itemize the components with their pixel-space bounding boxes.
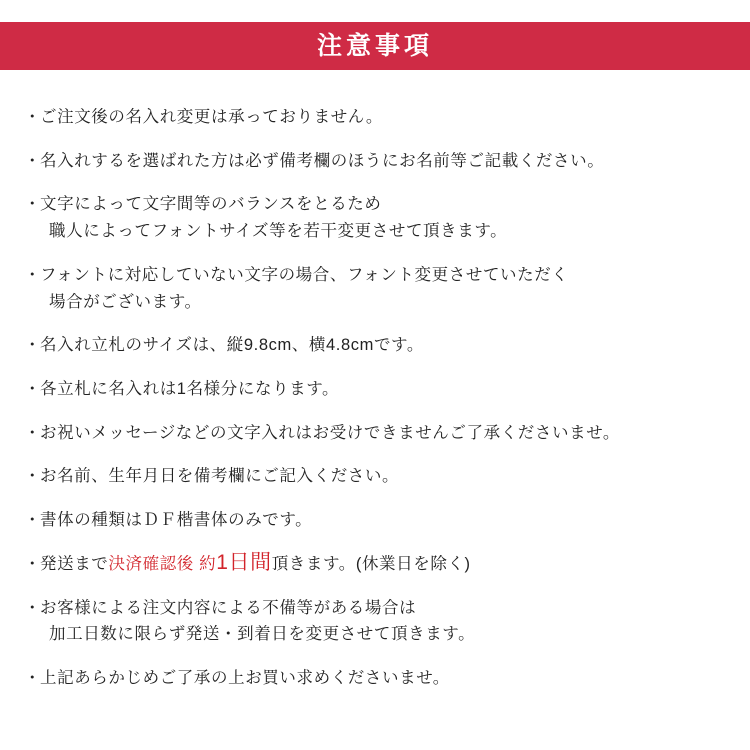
notice-line [40,621,728,648]
notice-line [40,595,728,622]
notice-item [24,262,728,315]
notice-item [24,507,728,534]
bullet-icon: ・ [24,265,42,284]
notice-item [24,332,728,359]
bullet-icon: ・ [24,380,42,399]
page-title: 注意事項 [316,31,433,60]
notice-line [40,104,728,131]
bullet-icon: ・ [24,336,42,355]
notice-item-text [40,463,728,490]
notice-text-segment: 職人によってフォントサイズ等を若干変更させて頂きます。 [49,222,508,241]
notice-item-text [40,148,728,175]
notice-line [40,507,728,534]
notice-item-text [40,420,728,447]
notice-item-text [40,665,728,692]
bullet-icon: ・ [24,669,42,688]
notice-line [40,551,728,578]
notice-line [40,218,728,245]
notice-text-segment: 頂きます。(休業日を除く) [271,554,471,573]
notice-header-band [0,22,750,70]
notice-item-text [40,595,728,648]
notice-text-segment: 加工日数に限らず発送・到着日を変更させて頂きます。 [49,625,476,644]
notice-line [40,148,728,175]
notice-text-segment: 上記あらかじめご了承の上お買い求めくださいませ。 [40,669,450,688]
notice-text-segment: フォントに対応していない文字の場合、フォント変更させていただく [40,265,569,284]
notice-item [24,191,728,244]
notice-item [24,148,728,175]
notice-item-text [40,191,728,244]
notice-line [40,463,728,490]
bullet-icon: ・ [24,195,42,214]
notice-text-segment: 文字によって文字間等のバランスをとるため [40,195,382,214]
notice-line [40,191,728,218]
notice-item-text [40,332,728,359]
notice-item [24,376,728,403]
notice-item [24,551,728,578]
notice-item [24,104,728,131]
notice-item-text [40,104,728,131]
bullet-icon: ・ [24,554,42,573]
bullet-icon: ・ [24,598,42,617]
notice-item-text [40,262,728,315]
notice-text-segment: 発送まで [40,554,109,573]
notice-line [40,420,728,447]
notice-text-segment: 場合がございます。 [49,292,202,311]
notice-line [40,665,728,692]
notice-item-text [40,507,728,534]
notice-text-segment: お名前、生年月日を備考欄にご記入ください。 [40,467,400,486]
notice-line [40,332,728,359]
notice-text-segment: 名入れするを選ばれた方は必ず備考欄のほうにお名前等ご記載ください。 [40,151,605,170]
notice-line [40,376,728,403]
notice-list [0,104,750,709]
bullet-icon: ・ [24,467,42,486]
notice-item [24,463,728,490]
notice-text-segment: 各立札に名入れは1名様分になります。 [40,380,340,399]
bullet-icon: ・ [24,108,42,126]
notice-text-segment: お祝いメッセージなどの文字入れはお受けできませんご了承くださいませ。 [40,423,620,442]
bullet-icon: ・ [24,423,42,442]
notice-text-highlight: 決済確認後 約 [108,554,217,573]
notice-item-text [40,376,728,403]
notice-text-segment: 書体の種類はＤＦ楷書体のみです。 [40,511,313,530]
notice-text-segment: 名入れ立札のサイズは、縦9.8cm、横4.8cmです。 [40,336,424,355]
notice-line [40,262,728,289]
notice-line [40,289,728,316]
notice-text-segment: ご注文後の名入れ変更は承っておりません。 [40,108,383,126]
notice-item-text [40,551,728,578]
notice-text-segment: お客様による注文内容による不備等がある場合は [40,598,417,617]
notice-item [24,665,728,692]
bullet-icon: ・ [24,151,42,170]
notice-item [24,420,728,447]
bullet-icon: ・ [24,511,42,530]
notice-item [24,595,728,648]
notice-text-highlight: 1日間 [216,550,272,574]
